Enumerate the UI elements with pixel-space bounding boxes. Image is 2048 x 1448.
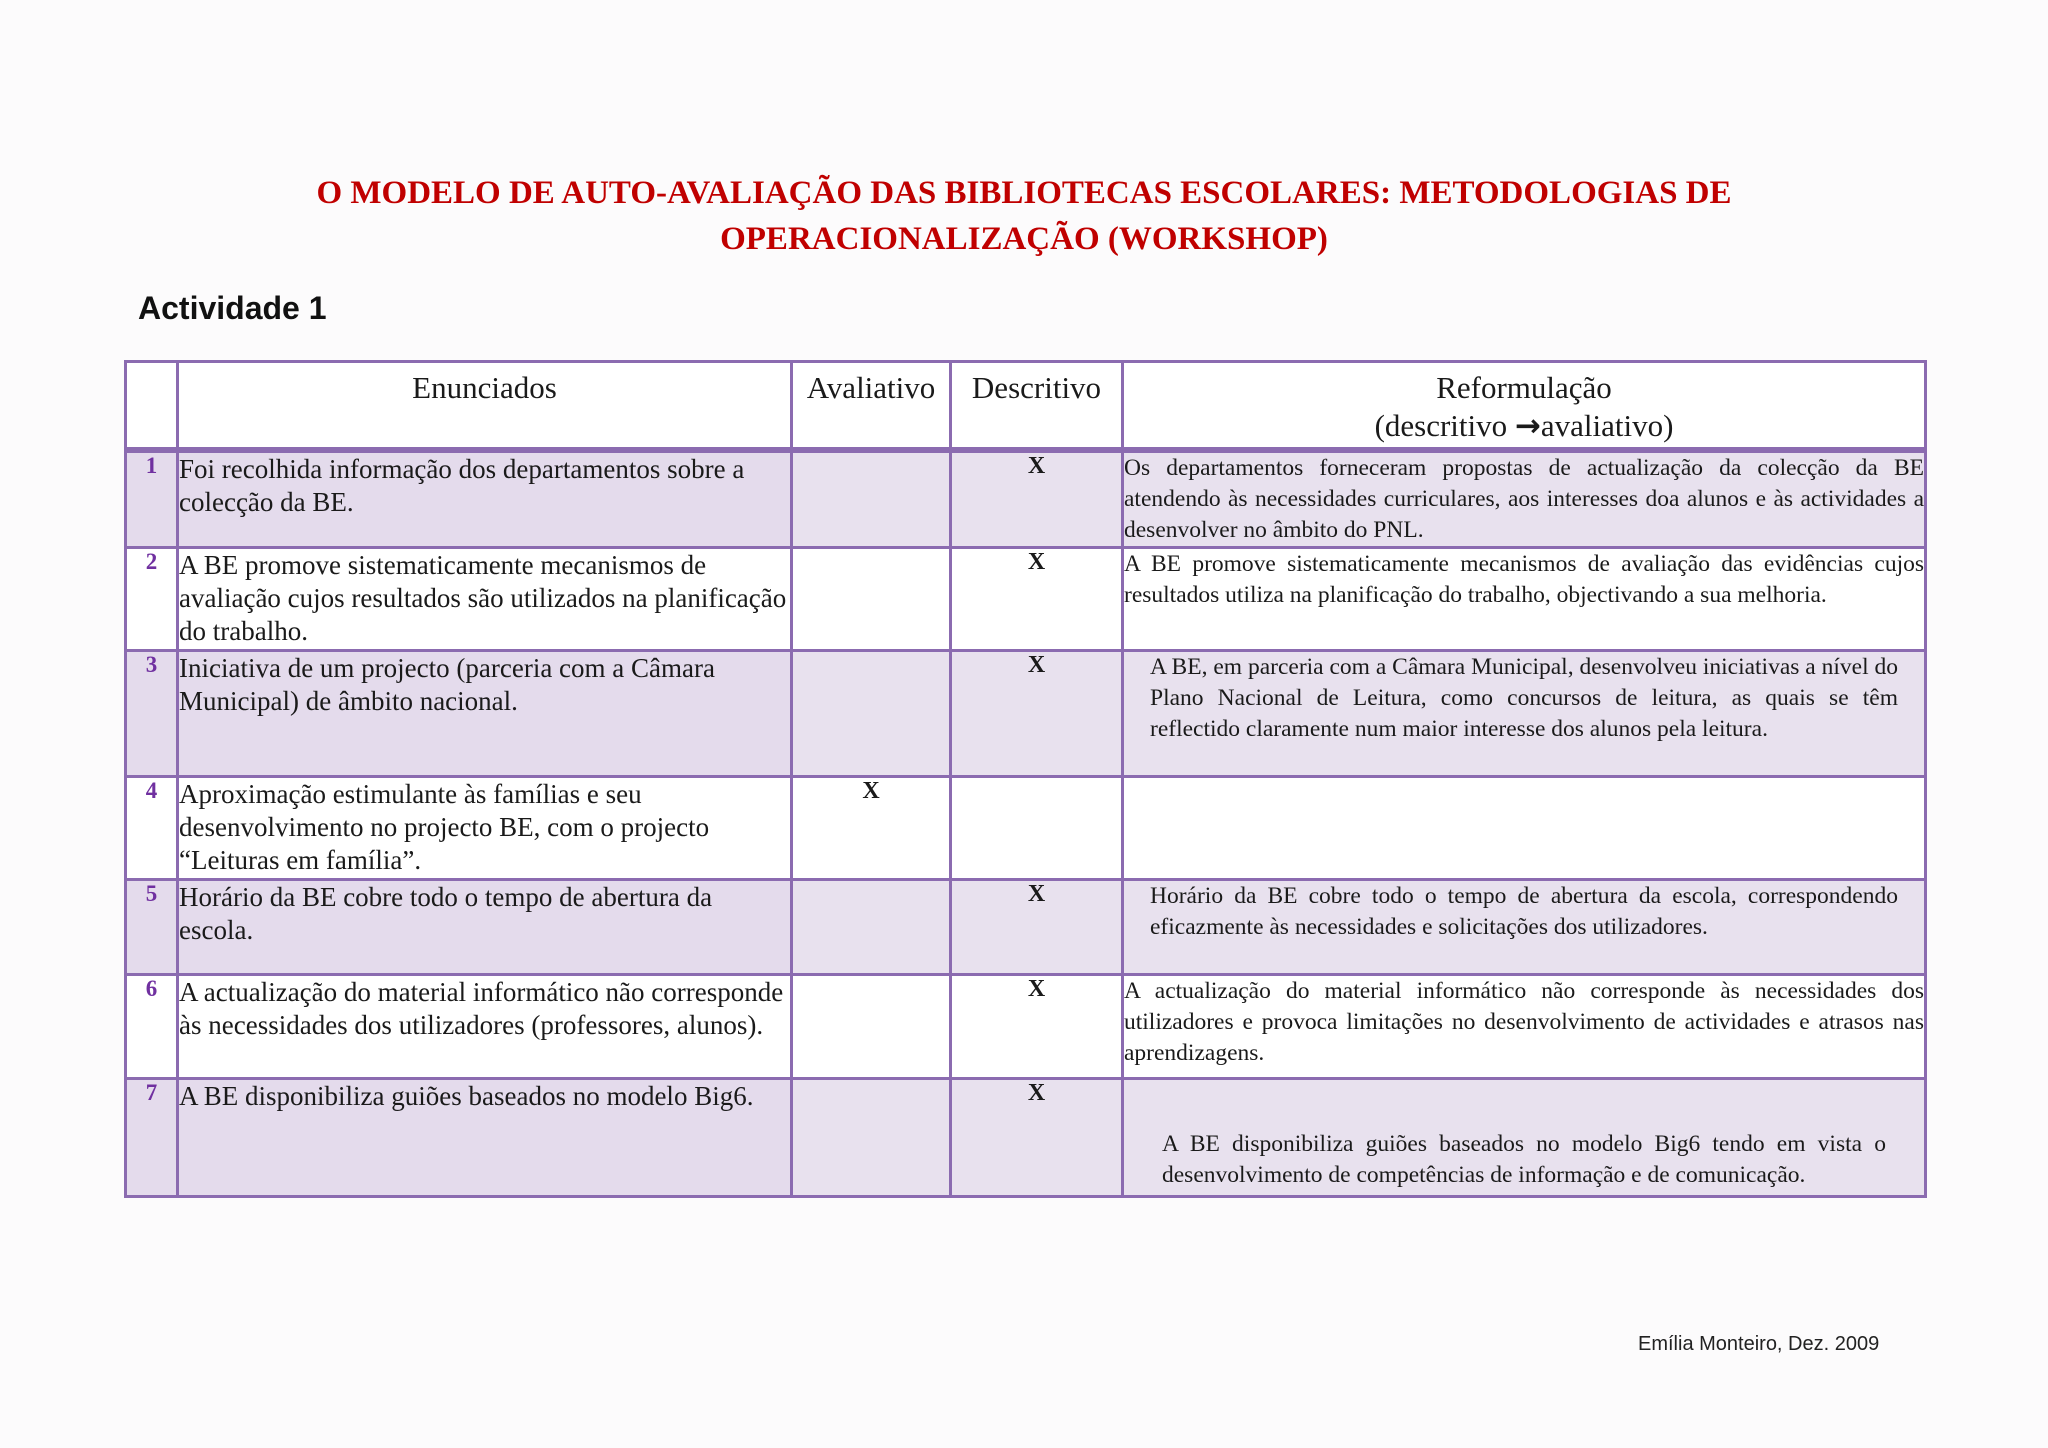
row-descritivo: X (951, 548, 1123, 651)
header-reformulacao (1123, 362, 1926, 451)
row-reformulacao: Os departamentos forneceram propostas de actualização da colecção da BE atendendo às necessidades curriculares, aos interesses doa alunos e às actividades a desenvolver no âmbito do PNL. (1123, 450, 1926, 548)
row-avaliativo: X (792, 777, 951, 880)
row-descritivo: X (951, 651, 1123, 777)
row-reformulacao: A BE, em parceria com a Câmara Municipal, desenvolveu iniciativas a nível do Plano Nacional de Leitura, como concursos de leitura, as quais se têm reflectido claramente num maior interesse dos alunos pela leitura. (1123, 651, 1926, 777)
table-row (126, 450, 1926, 548)
row-reformulacao: Horário da BE cobre todo o tempo de abertura da escola, correspondendo eficazmente às necessidades e solicitações dos utilizadores. (1123, 880, 1926, 975)
footer-author: Emília Monteiro, Dez. 2009 (1638, 1333, 1880, 1355)
header-avaliativo: Avaliativo (792, 362, 951, 451)
row-avaliativo (792, 975, 951, 1079)
row-descritivo: X (951, 975, 1123, 1079)
row-descritivo (951, 777, 1123, 880)
row-avaliativo (792, 548, 951, 651)
row-number: 2 (126, 548, 178, 651)
arrow-right-icon: → (1514, 408, 1541, 444)
row-enunciado: A BE disponibiliza guiões baseados no modelo Big6. (178, 1079, 792, 1197)
row-enunciado: Iniciativa de um projecto (parceria com a Câmara Municipal) de âmbito nacional. (178, 651, 792, 777)
row-avaliativo (792, 651, 951, 777)
row-enunciado: A BE promove sistematicamente mecanismos de avaliação cujos resultados são utilizados na planificação do trabalho. (178, 548, 792, 651)
row-enunciado: Foi recolhida informação dos departamentos sobre a colecção da BE. (178, 450, 792, 548)
row-enunciado: A actualização do material informático não corresponde às necessidades dos utilizadores (professores, alunos). (178, 975, 792, 1079)
row-number: 7 (126, 1079, 178, 1197)
row-avaliativo (792, 450, 951, 548)
row-reformulacao (1123, 777, 1926, 880)
row-enunciado: Horário da BE cobre todo o tempo de abertura da escola. (178, 880, 792, 975)
row-descritivo: X (951, 1079, 1123, 1197)
row-reformulacao: A BE promove sistematicamente mecanismos de avaliação das evidências cujos resultados utiliza na planificação do trabalho, objectivando a sua melhoria. (1123, 548, 1926, 651)
activity-heading: Actividade 1 (138, 290, 327, 326)
row-enunciado: Aproximação estimulante às famílias e seu desenvolvimento no projecto BE, com o projecto “Leituras em família”. (178, 777, 792, 880)
row-number: 6 (126, 975, 178, 1079)
row-reformulacao: A actualização do material informático não corresponde às necessidades dos utilizadores e provoca limitações no desenvolvimento de actividades e atrasos nas aprendizagens. (1123, 975, 1926, 1079)
table-row (126, 777, 1926, 880)
row-number: 5 (126, 880, 178, 975)
table-row (126, 651, 1926, 777)
table-row (126, 880, 1926, 975)
row-reformulacao: A BE disponibiliza guiões baseados no modelo Big6 tendo em vista o desenvolvimento de competências de informação e de comunicação. (1123, 1079, 1926, 1197)
table-header-row (126, 362, 1926, 451)
header-reformulacao-line2: (descritivo →avaliativo) (1374, 408, 1674, 444)
header-enunciados: Enunciados (178, 362, 792, 451)
header-number (126, 362, 178, 451)
table-row (126, 1079, 1926, 1197)
title-line-2: OPERACIONALIZAÇÃO (WORKSHOP) (720, 221, 1328, 257)
row-avaliativo (792, 880, 951, 975)
header-reformulacao-line1: Reformulação (1436, 370, 1612, 405)
table-row (126, 975, 1926, 1079)
row-avaliativo (792, 1079, 951, 1197)
title-line-1: O MODELO DE AUTO-AVALIAÇÃO DAS BIBLIOTECAS ESCOLARES: METODOLOGIAS DE (316, 175, 1732, 211)
header-descritivo: Descritivo (951, 362, 1123, 451)
table-row (126, 548, 1926, 651)
document-title (160, 170, 1888, 262)
row-number: 4 (126, 777, 178, 880)
row-descritivo: X (951, 880, 1123, 975)
row-number: 1 (126, 450, 178, 548)
statements-table (124, 360, 1927, 1198)
row-descritivo: X (951, 450, 1123, 548)
row-number: 3 (126, 651, 178, 777)
